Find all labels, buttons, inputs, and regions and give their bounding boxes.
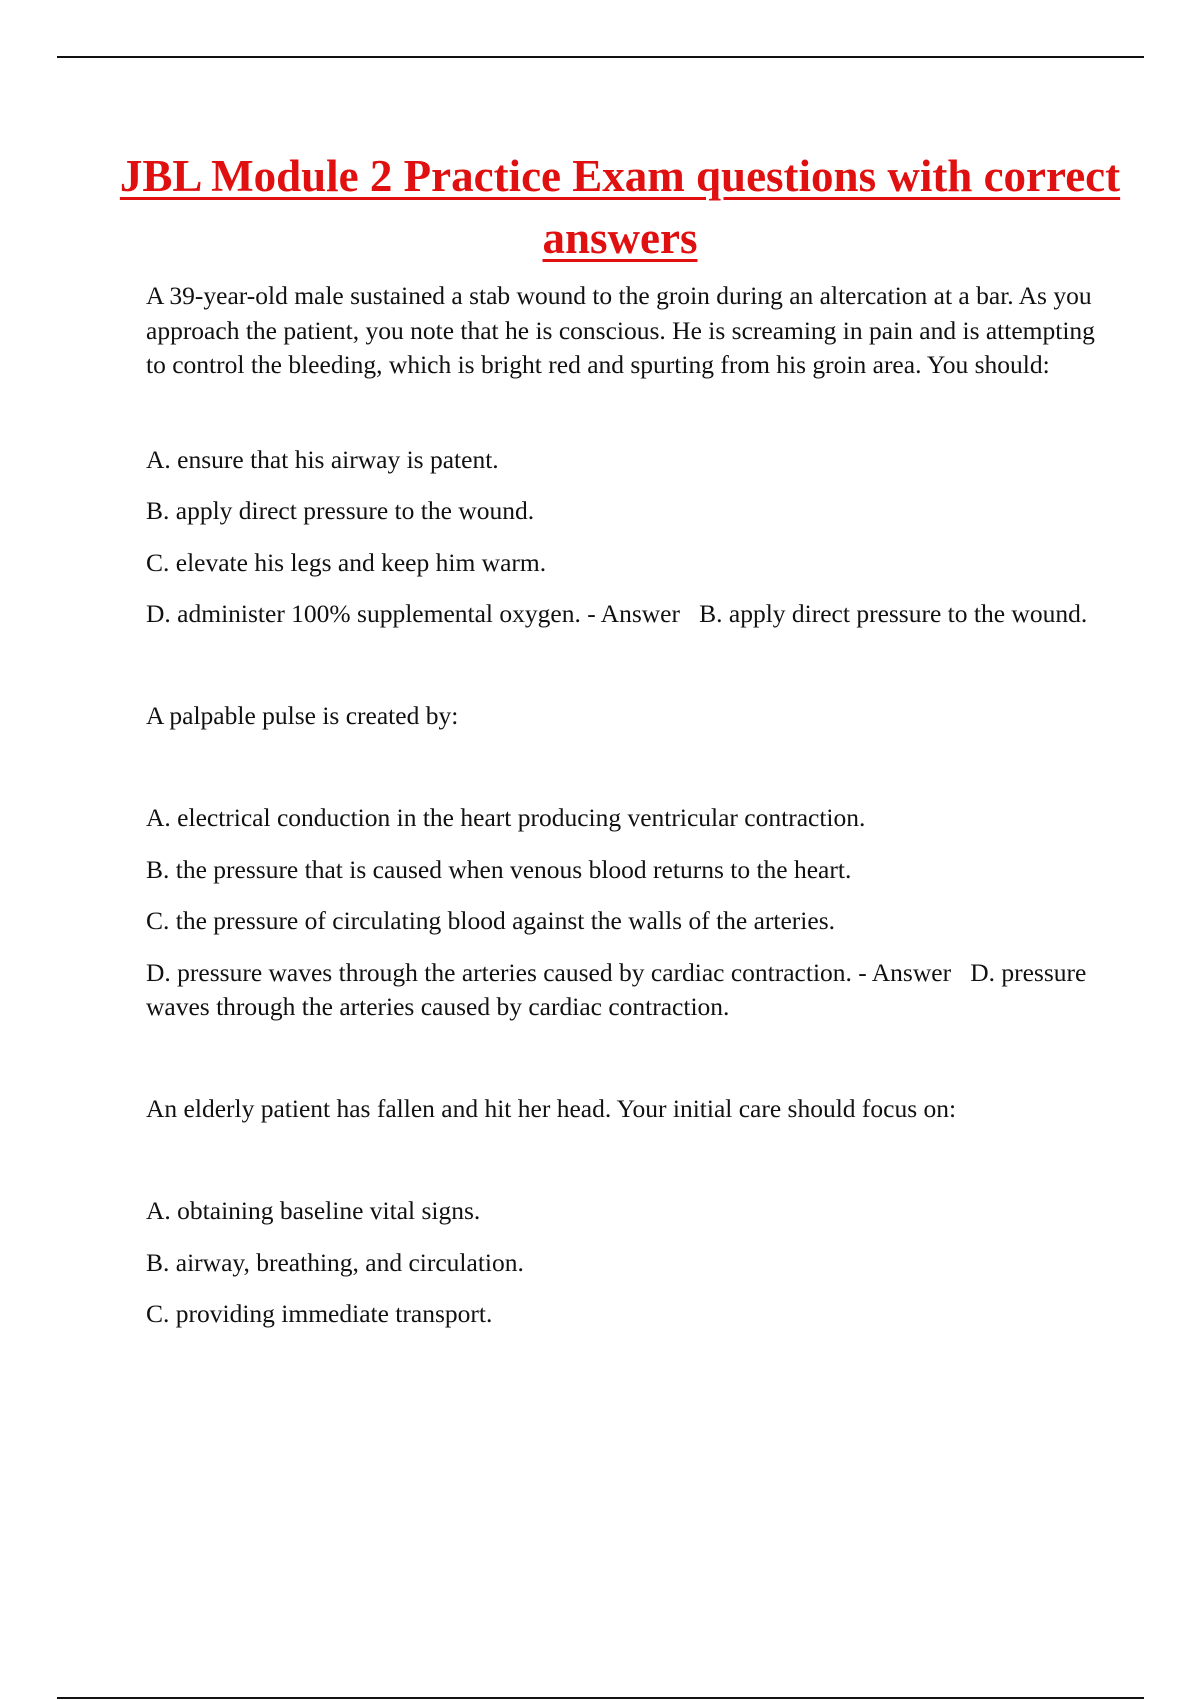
- option-c: C. providing immediate transport.: [146, 1299, 493, 1328]
- option-a: A. obtaining baseline vital signs.: [146, 1196, 481, 1225]
- question-stem: A 39-year-old male sustained a stab wound to the groin during an altercation at a bar. As you approach the patient, you note that he is conscious. He is screaming in pain and is attempting to control the bleeding, which is bright red and spurting from his groin area. You should:: [146, 281, 1095, 379]
- option-b: B. apply direct pressure to the wound.: [146, 496, 535, 525]
- option-d: [146, 597, 1096, 632]
- question-block: [146, 1092, 1096, 1332]
- answer-key: - Answer D. pressure waves through the arteries caused by cardiac contraction.: [146, 957, 1093, 1021]
- question-stem: An elderly patient has fallen and hit her head. Your initial care should focus on:: [146, 1093, 957, 1123]
- bottom-rule: [57, 1697, 1144, 1699]
- option-b: B. the pressure that is caused when venous blood returns to the heart.: [146, 854, 852, 884]
- option-b: B. airway, breathing, and circulation.: [146, 1247, 524, 1277]
- options-list: [146, 443, 1096, 632]
- option-d: [146, 956, 1096, 1025]
- option-d-text: D. administer 100% supplemental oxygen.: [146, 599, 581, 628]
- document-title: JBL Module 2 Practice Exam questions with correct answers: [119, 151, 1121, 263]
- option-a: A. ensure that his airway is patent.: [146, 444, 499, 474]
- option-d-text: D. pressure waves through the arteries caused by cardiac contraction.: [146, 957, 852, 987]
- top-rule: [57, 56, 1144, 58]
- question-block: [146, 279, 1096, 632]
- options-list: [146, 1194, 1096, 1332]
- question-stem: A palpable pulse is created by:: [146, 700, 459, 730]
- question-block: [146, 699, 1096, 1025]
- option-c: C. the pressure of circulating blood against the walls of the arteries.: [146, 906, 835, 935]
- options-list: [146, 801, 1096, 1025]
- answer-key: - Answer B. apply direct pressure to the wound.: [580, 599, 1088, 628]
- option-c: C. elevate his legs and keep him warm.: [146, 547, 547, 577]
- option-a: A. electrical conduction in the heart producing ventricular contraction.: [146, 803, 866, 832]
- document-body: [146, 279, 1096, 1332]
